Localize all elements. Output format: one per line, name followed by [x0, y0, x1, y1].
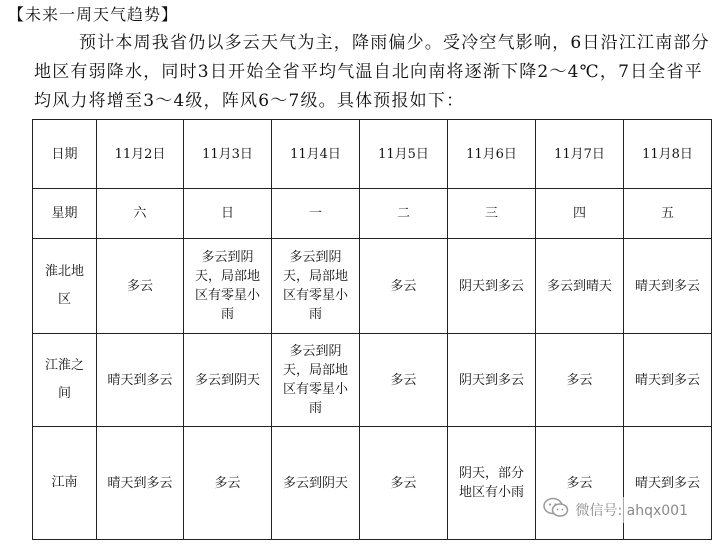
forecast-table: [32, 119, 712, 540]
forecast-cell: 多云: [360, 334, 448, 427]
forecast-cell: 阴天到多云: [448, 239, 536, 334]
forecast-cell: 多云: [184, 427, 272, 540]
region-row-huaibei: [33, 239, 712, 334]
weekday-cell: 四: [536, 189, 624, 239]
forecast-cell: 阴天到多云: [448, 334, 536, 427]
region-header: 江淮之间: [33, 334, 97, 427]
forecast-cell: 晴天到多云: [624, 427, 712, 540]
forecast-cell: 多云: [536, 334, 624, 427]
date-cell: 11月7日: [536, 120, 624, 189]
date-cell: 11月5日: [360, 120, 448, 189]
forecast-cell: 阴天，部分地区有小雨: [448, 427, 536, 540]
weekday-cell: 三: [448, 189, 536, 239]
date-cell: 11月8日: [624, 120, 712, 189]
date-row: [33, 120, 712, 189]
intro-paragraph: 预计本周我省仍以多云天气为主，降雨偏少。受冷空气影响，6日沿江江南部分地区有弱降水，同时3日开始全省平均气温自北向南将逐渐下降2～4℃，7日全省平均风力将增至3～4级，阵风6～7级。具体预报如下：: [34, 33, 710, 111]
forecast-cell: 多云到阴天: [184, 334, 272, 427]
region-header: 江南: [33, 427, 97, 540]
forecast-cell: 晴天到多云: [97, 427, 184, 540]
section-heading: 【未来一周天气趋势】: [8, 5, 179, 24]
wechat-icon: [543, 497, 575, 523]
region-row-jianghuai: [33, 334, 712, 427]
forecast-cell: 多云到阴天，局部地区有零星小雨: [272, 334, 360, 427]
wechat-watermark: [543, 497, 688, 523]
forecast-cell: 多云: [360, 239, 448, 334]
weekday-cell: 六: [97, 189, 184, 239]
forecast-cell: 多云: [536, 427, 624, 540]
forecast-cell: 晴天到多云: [624, 239, 712, 334]
weekday-cell: 二: [360, 189, 448, 239]
weekday-cell: 日: [184, 189, 272, 239]
date-cell: 11月4日: [272, 120, 360, 189]
weekday-row: [33, 189, 712, 239]
forecast-cell: 多云到阴天，局部地区有零星小雨: [184, 239, 272, 334]
forecast-cell: 晴天到多云: [624, 334, 712, 427]
weekday-header: 星期: [33, 189, 97, 239]
forecast-cell: 多云到阴天，局部地区有零星小雨: [272, 239, 360, 334]
forecast-cell: 多云到晴天: [536, 239, 624, 334]
date-cell: 11月2日: [97, 120, 184, 189]
date-header: 日期: [33, 120, 97, 189]
forecast-cell: 多云到阴天: [272, 427, 360, 540]
forecast-cell: 多云: [97, 239, 184, 334]
forecast-cell: 多云: [360, 427, 448, 540]
region-header: 淮北地区: [33, 239, 97, 334]
date-cell: 11月3日: [184, 120, 272, 189]
forecast-cell: 晴天到多云: [97, 334, 184, 427]
weekday-cell: 五: [624, 189, 712, 239]
weekday-cell: 一: [272, 189, 360, 239]
date-cell: 11月6日: [448, 120, 536, 189]
watermark-text: 微信号: ahqx001: [575, 503, 688, 519]
